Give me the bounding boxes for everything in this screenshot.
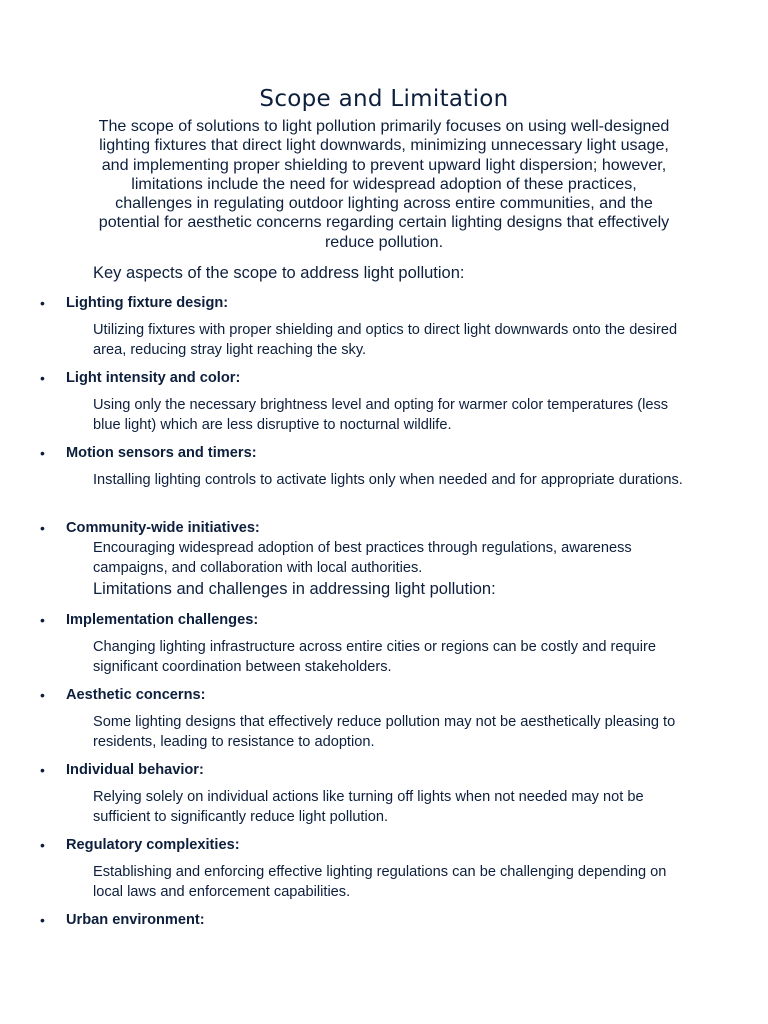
item-description: Utilizing fixtures with proper shielding and optics to direct light downwards onto the desired area, reducing stray light reaching the sky. — [93, 322, 678, 358]
item-label: Individual behavior: — [66, 762, 204, 778]
item-description: Encouraging widespread adoption of best practices through regulations, awareness campaigns, and collaboration with local authorities. — [93, 540, 632, 576]
bullet-icon: • — [40, 295, 45, 311]
item-label: Implementation challenges: — [66, 612, 259, 628]
bullet-icon: • — [40, 762, 45, 778]
item-description: Changing lighting infrastructure across entire cities or regions can be costly and require significant coordination between stakeholders. — [93, 639, 656, 675]
item-label: Urban environment: — [66, 912, 205, 928]
item-label: Regulatory complexities: — [66, 837, 240, 853]
bullet-icon: • — [40, 520, 45, 536]
item-label: Community-wide initiatives: — [66, 520, 260, 536]
item-description: Using only the necessary brightness level and opting for warmer color temperatures (less blue light) which are less disruptive to nocturnal wildlife. — [93, 397, 669, 433]
item-description: Installing lighting controls to activate lights only when needed and for appropriate durations. — [93, 472, 683, 488]
item-label: Light intensity and color: — [66, 370, 241, 386]
item-description: Establishing and enforcing effective lighting regulations can be challenging depending on local laws and enforcement capabilities. — [93, 864, 667, 900]
item-description: Relying solely on individual actions like turning off lights when not needed may not be sufficient to significantly reduce light pollution. — [93, 789, 644, 825]
item-label: Aesthetic concerns: — [66, 687, 206, 703]
bullet-icon: • — [40, 687, 45, 703]
limitations-heading: Limitations and challenges in addressing light pollution: — [93, 580, 496, 598]
bullet-icon: • — [40, 912, 45, 928]
scope-heading: Key aspects of the scope to address light pollution: — [93, 264, 465, 282]
item-label: Motion sensors and timers: — [66, 445, 257, 461]
bullet-icon: • — [40, 445, 45, 461]
page-title: Scope and Limitation — [259, 86, 509, 112]
intro-paragraph: The scope of solutions to light pollution primarily focuses on using well-designed lighting fixtures that direct light downwards, minimizing unnecessary light usage, and implementing proper shielding to prevent upward light dispersion; however, limitations include the need for widespread adoption of these practices, challenges in regulating outdoor lighting across entire communities, and the potential for aesthetic concerns regarding certain lighting designs that effectively reduce pollution. — [98, 117, 670, 251]
item-description: Some lighting designs that effectively reduce pollution may not be aesthetically pleasing to residents, leading to resistance to adoption. — [93, 714, 676, 750]
bullet-icon: • — [40, 612, 45, 628]
item-label: Lighting fixture design: — [66, 295, 229, 311]
bullet-icon: • — [40, 370, 45, 386]
bullet-icon: • — [40, 837, 45, 853]
